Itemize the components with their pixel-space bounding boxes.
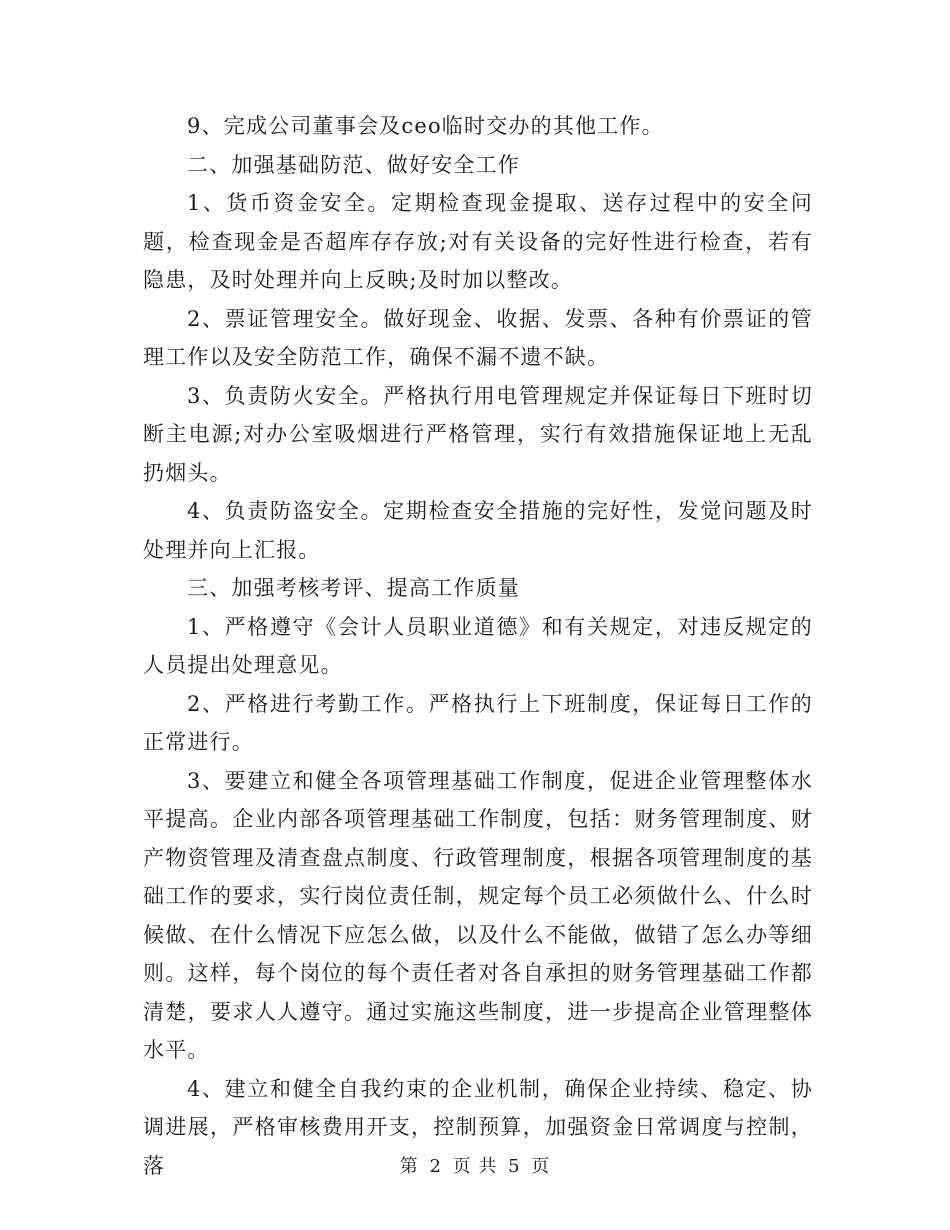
- paragraph-fire-safety: 3、负责防火安全。严格执行用电管理规定并保证每日下班时切断主电源;对办公室吸烟进行严格管理，实行有效措施保证地上无乱扔烟头。: [143, 383, 813, 485]
- page-label-prefix: 第: [399, 1156, 419, 1177]
- paragraph-currency-safety: 1、货币资金安全。定期检查现金提取、送存过程中的安全问题，检查现金是否超库存存放;对有关设备的完好性进行检查，若有隐患，及时处理并向上反映;及时加以整改。: [143, 191, 813, 292]
- paragraph-ethics: 1、严格遵守《会计人员职业道德》和有关规定，对违反规定的人员提出处理意见。: [143, 614, 813, 677]
- paragraph-management-system: 3、要建立和健全各项管理基础工作制度，促进企业管理整体水平提高。企业内部各项管理基础工作制度，包括：财务管理制度、财产物资管理及清查盘点制度、行政管理制度，根据各项管理制度的基础工作的要求，实行岗位责任制，规定每个员工必须做什么、什么时候做、在什么情况下应怎么做，以及什么不能做，做错了怎么办等细则。这样，每个岗位的每个责任者对各自承担的财务管理基础工作都清楚，要求人人遵守。通过实施这些制度，进一步提高企业管理整体水平。: [143, 768, 813, 1062]
- section-heading-2: 二、加强基础防范、做好安全工作: [187, 152, 520, 177]
- paragraph-voucher-safety: 2、票证管理安全。做好现金、收据、发票、各种有价票证的管理工作以及安全防范工作，确保不漏不遗不缺。: [143, 306, 813, 369]
- page-footer: [0, 1152, 950, 1178]
- paragraph-item-9: 9、完成公司董事会及ceo临时交办的其他工作。: [187, 114, 664, 138]
- paragraph-attendance: 2、严格进行考勤工作。严格执行上下班制度，保证每日工作的正常进行。: [143, 691, 813, 754]
- current-page-number: 2: [429, 1156, 442, 1177]
- total-pages-number: 5: [508, 1156, 521, 1177]
- paragraph-theft-safety: 4、负责防盗安全。定期检查安全措施的完好性，发觉问题及时处理并向上汇报。: [143, 499, 813, 562]
- page-label-mid: 页 共: [452, 1156, 498, 1177]
- paragraph-self-discipline: 4、建立和健全自我约束的企业机制，确保企业持续、稳定、协调进展，严格审核费用开支，控制预算，加强资金日常调度与控制，落: [143, 1076, 813, 1178]
- section-heading-3: 三、加强考核考评、提高工作质量: [187, 576, 520, 600]
- page-label-suffix: 页: [531, 1156, 551, 1177]
- document-body: [143, 107, 813, 1185]
